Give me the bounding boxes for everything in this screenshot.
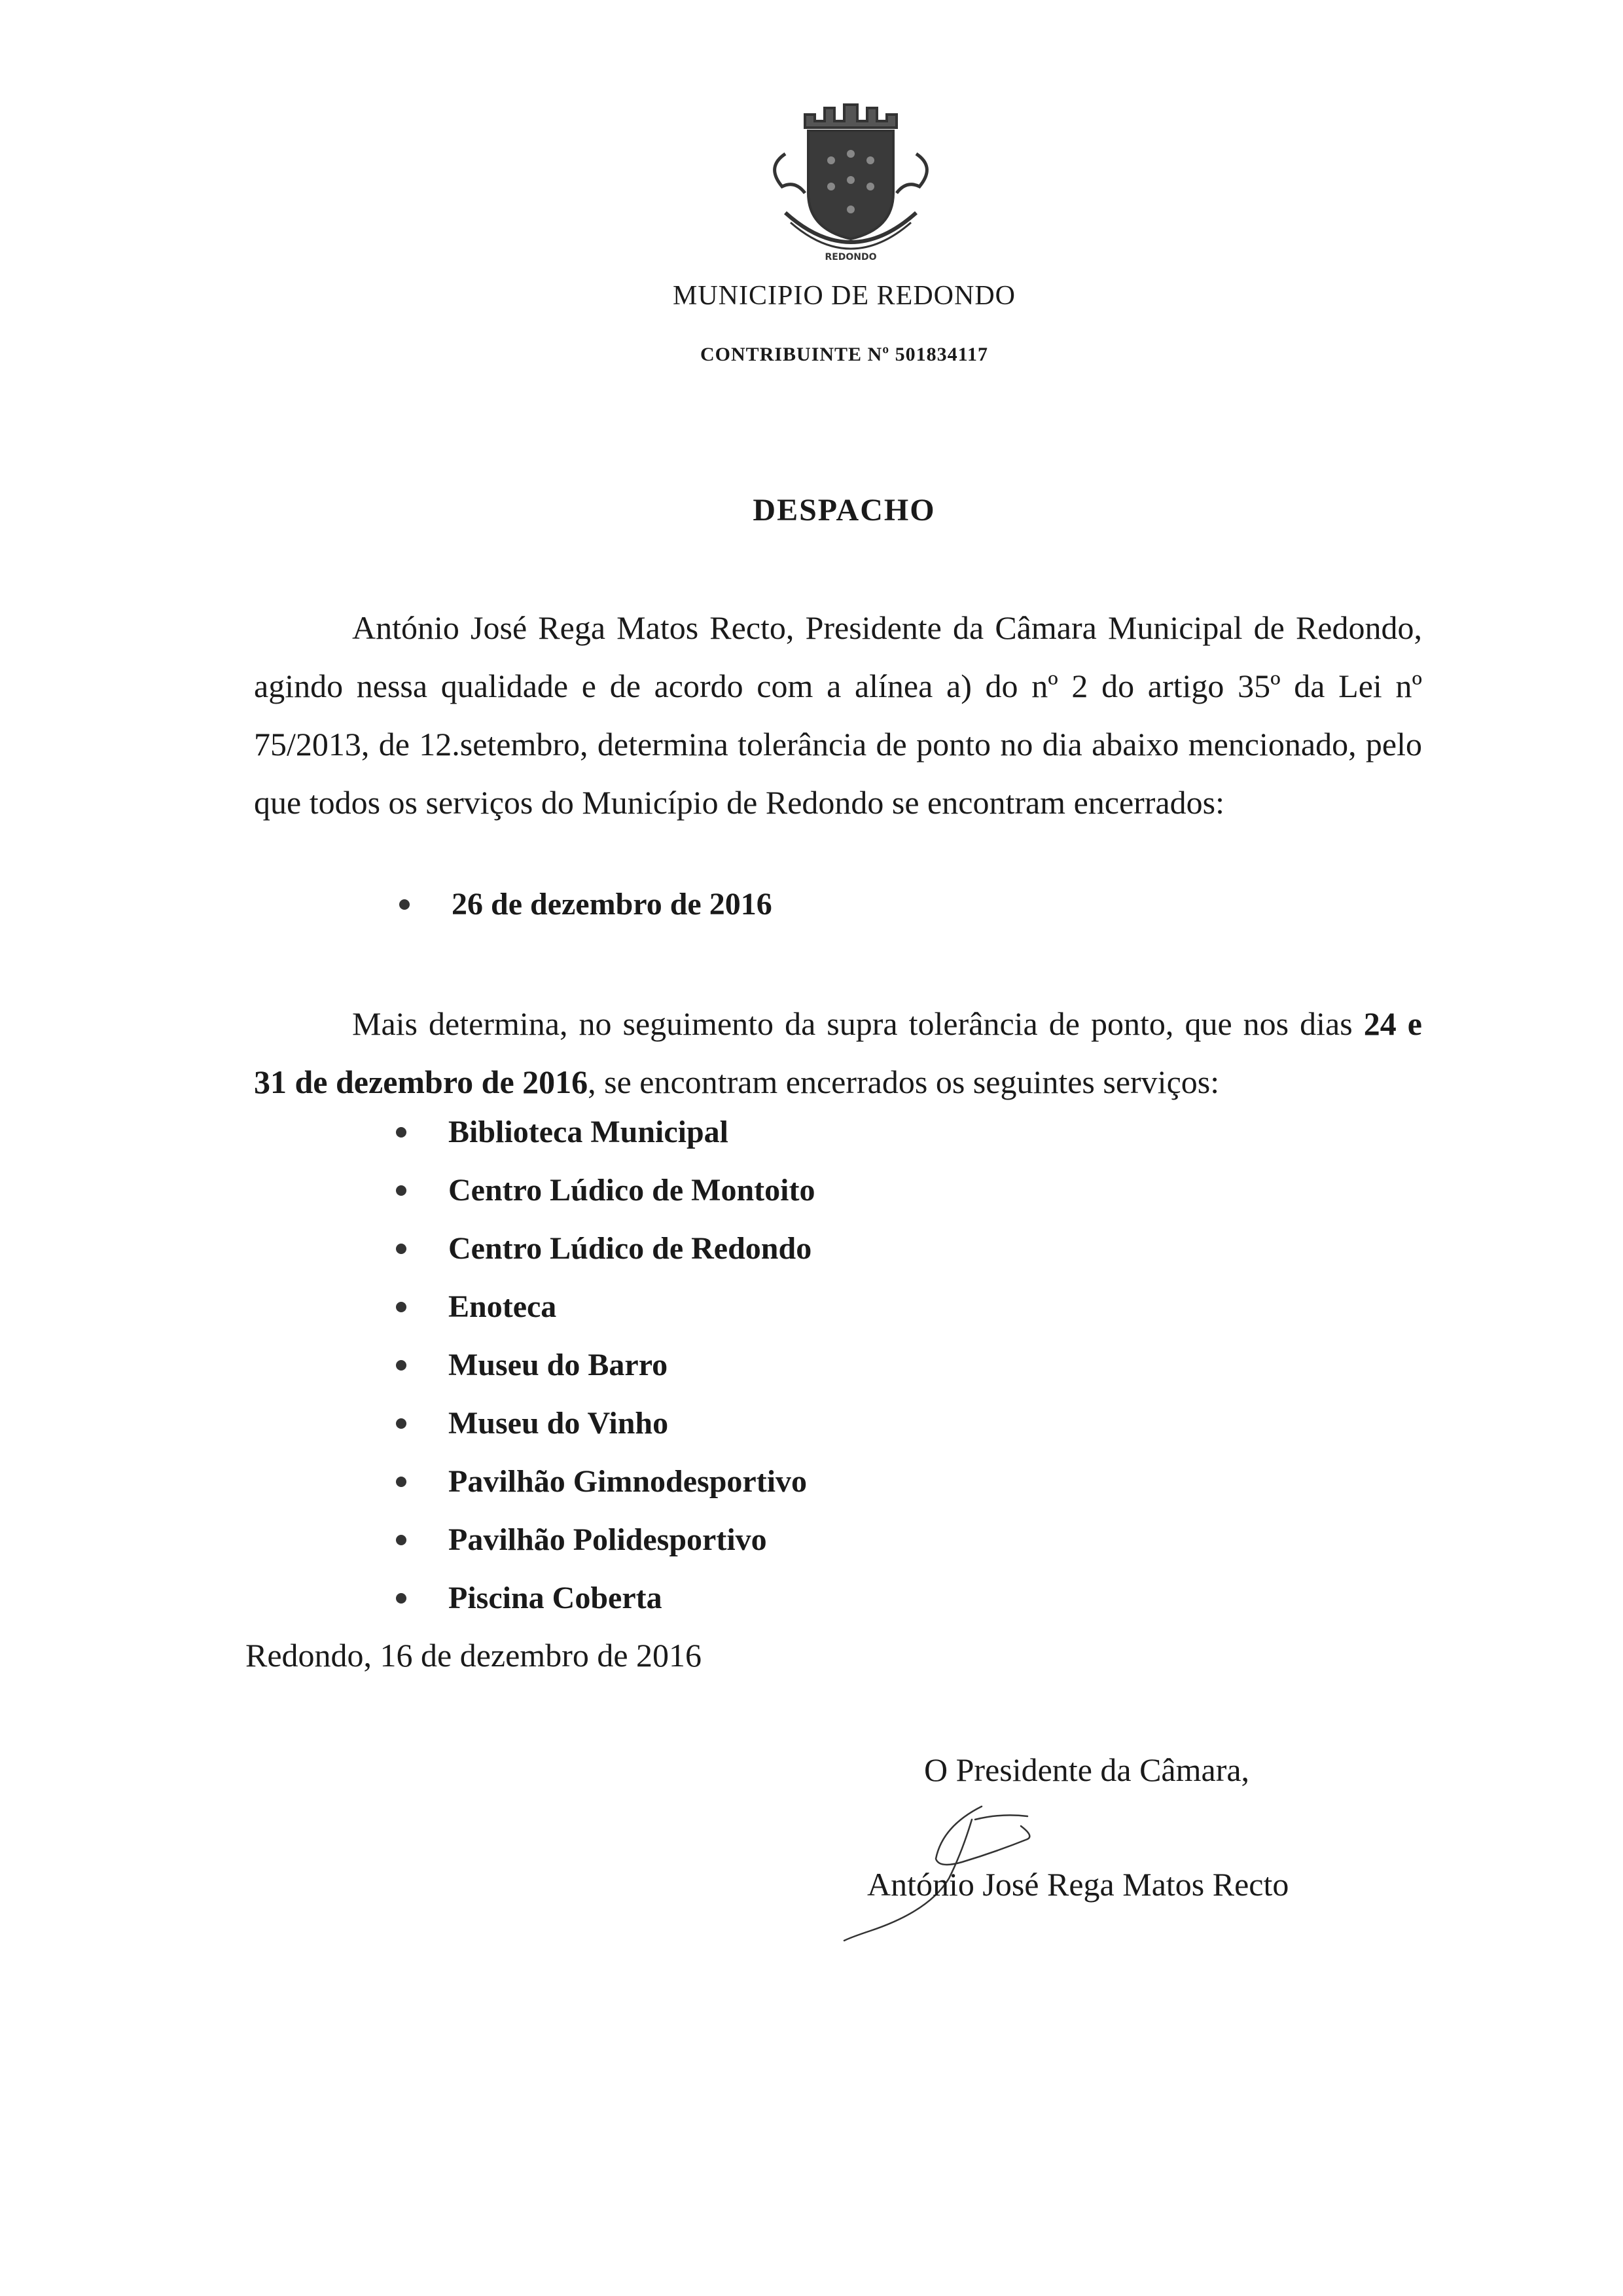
service-name: Biblioteca Municipal: [448, 1115, 729, 1149]
list-item: [448, 1219, 815, 1278]
bullet-icon: [396, 1185, 406, 1196]
service-name: Centro Lúdico de Redondo: [448, 1231, 812, 1266]
bullet-icon: [396, 1302, 406, 1312]
bullet-icon: [396, 1535, 406, 1545]
place-and-date: Redondo, 16 de dezembro de 2016: [245, 1637, 702, 1674]
list-item: [448, 1394, 815, 1452]
municipal-crest-icon: [759, 101, 942, 275]
service-name: Piscina Coberta: [448, 1581, 662, 1615]
service-name: Enoteca: [448, 1289, 557, 1324]
paragraph-closures-before: Mais determina, no seguimento da supra tolerância de ponto, que nos dias: [352, 1005, 1364, 1042]
bullet-icon: [396, 1127, 406, 1138]
bullet-icon: [396, 1593, 406, 1604]
list-item: [452, 875, 772, 933]
tolerance-day-list: [452, 875, 772, 933]
list-item: [448, 1161, 815, 1219]
signatory-title: O Presidente da Câmara,: [924, 1751, 1250, 1788]
paragraph-closures-after: , se encontram encerrados os seguintes serviços:: [588, 1064, 1220, 1100]
list-item: [448, 1452, 815, 1511]
bullet-icon: [396, 1244, 406, 1254]
list-item: [448, 1569, 815, 1627]
bullet-icon: [396, 1360, 406, 1371]
municipality-name: MUNICIPIO DE REDONDO: [673, 281, 1016, 311]
service-name: Pavilhão Gimnodesportivo: [448, 1464, 808, 1499]
service-name: Museu do Barro: [448, 1348, 668, 1382]
signatory-name: António José Rega Matos Recto: [867, 1866, 1289, 1903]
paragraph-intro-text: António José Rega Matos Recto, Presidente da Câmara Municipal de Redondo, agindo nessa qualidade e de acordo com a alínea a) do nº 2 do artigo 35º da Lei nº 75/2013, de 12.setembro, determina tolerância de ponto no dia abaixo mencionado, pelo que todos os serviços do Município de Redondo se encontram encerrados:: [254, 609, 1422, 821]
service-name: Pavilhão Polidesportivo: [448, 1522, 767, 1557]
paragraph-closures: [254, 995, 1422, 1111]
bullet-icon: [399, 899, 410, 910]
list-item: [448, 1336, 815, 1394]
taxpayer-number: CONTRIBUINTE Nº 501834117: [700, 344, 988, 365]
paragraph-intro: [254, 599, 1422, 832]
crest-motto: REDONDO: [825, 252, 877, 262]
service-name: Museu do Vinho: [448, 1406, 669, 1441]
list-item: [448, 1278, 815, 1336]
bullet-icon: [396, 1477, 406, 1487]
closed-services-list: [448, 1103, 815, 1627]
tolerance-day: 26 de dezembro de 2016: [452, 887, 772, 922]
closure-dates: 24 e 31 de dezembro de 2016: [254, 1005, 1422, 1100]
list-item: [448, 1511, 815, 1569]
document-title: DESPACHO: [753, 493, 936, 528]
list-item: [448, 1103, 815, 1161]
bullet-icon: [396, 1418, 406, 1429]
service-name: Centro Lúdico de Montoito: [448, 1173, 815, 1208]
